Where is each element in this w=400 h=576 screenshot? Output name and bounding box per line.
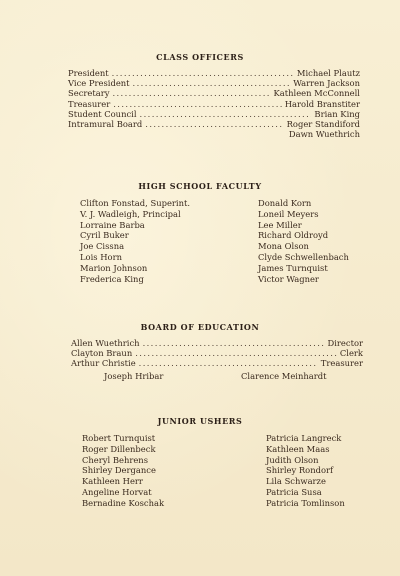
officer-row xyxy=(68,99,360,109)
dot-leader xyxy=(113,99,282,109)
usher-name: Judith Olson xyxy=(266,454,319,465)
faculty-member: Joe Cissna xyxy=(80,241,125,252)
usher-name: Shirley Dergance xyxy=(82,465,156,476)
board-member-name: Arthur Christie xyxy=(71,358,136,369)
faculty-left-column xyxy=(80,198,258,284)
usher-name: Kathleen Herr xyxy=(82,476,143,487)
ushers-left-column xyxy=(82,433,266,509)
usher-name: Patricia Susa xyxy=(266,486,322,497)
faculty-member: Richard Oldroyd xyxy=(258,230,329,241)
usher-name: Roger Dillenbeck xyxy=(82,443,156,454)
board-member-role: Treasurer xyxy=(320,358,363,369)
usher-name: Bernadine Koschak xyxy=(82,497,165,508)
faculty-member: Mona Olson xyxy=(258,241,309,252)
officer-role: Student Council xyxy=(68,108,137,119)
officer-name: Warren Jackson xyxy=(293,78,360,89)
officer-role: Vice President xyxy=(68,78,130,89)
usher-name: Kathleen Maas xyxy=(266,443,330,454)
board-member-name: Allen Wuethrich xyxy=(71,338,140,348)
board-member-name: Clayton Braun xyxy=(71,348,133,359)
usher-name: Lila Schwarze xyxy=(266,476,326,487)
board-member: Joseph Hribar xyxy=(104,371,164,381)
board-heading: BOARD OF EDUCATION xyxy=(140,322,260,332)
officer-name: Brian King xyxy=(314,108,360,119)
board-member-role: Director xyxy=(327,338,363,348)
officer-role: President xyxy=(68,68,109,78)
board-member: Clarence Meinhardt xyxy=(241,371,327,381)
faculty-member: Loneil Meyers xyxy=(258,208,319,219)
board-row xyxy=(71,358,363,368)
officer-row-continuation xyxy=(68,129,360,139)
dot-leader xyxy=(139,358,318,368)
officer-name: Michael Plautz xyxy=(296,68,360,78)
board-list xyxy=(71,338,363,369)
faculty-member: V. J. Wadleigh, Principal xyxy=(80,208,181,219)
dot-leader xyxy=(140,109,312,119)
faculty-list xyxy=(80,198,349,284)
faculty-member: Lois Horn xyxy=(80,251,122,262)
class-officers-heading: CLASS OFFICERS xyxy=(156,52,244,62)
usher-name: Patricia Tomlinson xyxy=(266,497,345,508)
officer-row xyxy=(68,78,360,88)
dot-leader xyxy=(145,119,283,129)
faculty-member: Lee Miller xyxy=(258,219,302,230)
dot-leader xyxy=(112,68,294,78)
faculty-member: James Turnquist xyxy=(258,262,328,273)
usher-name: Patricia Langreck xyxy=(266,433,342,443)
faculty-member: Clifton Fonstad, Superint. xyxy=(80,198,191,208)
officer-role: Treasurer xyxy=(68,98,111,109)
usher-name: Shirley Rondorf xyxy=(266,465,334,476)
faculty-right-column xyxy=(258,198,349,284)
officer-row xyxy=(68,68,360,78)
officer-name: Dawn Wuethrich xyxy=(288,129,360,140)
ushers-heading: JUNIOR USHERS xyxy=(157,416,243,426)
officer-name: Roger Standiford xyxy=(286,119,360,130)
faculty-heading: HIGH SCHOOL FACULTY xyxy=(138,181,262,191)
officer-name: Kathleen McConnell xyxy=(273,88,360,99)
ushers-list xyxy=(82,433,345,509)
usher-name: Cheryl Behrens xyxy=(82,454,148,465)
officer-name: Harold Branstiter xyxy=(284,98,360,109)
faculty-member: Victor Wagner xyxy=(258,273,319,284)
board-row xyxy=(71,348,363,358)
board-row xyxy=(71,338,363,348)
officer-row xyxy=(68,88,360,98)
ushers-right-column xyxy=(266,433,345,509)
officer-role: Secretary xyxy=(68,88,110,99)
faculty-member: Donald Korn xyxy=(258,198,312,208)
usher-name: Angeline Horvat xyxy=(82,486,152,497)
dot-leader xyxy=(112,88,270,98)
dot-leader xyxy=(143,338,325,348)
dot-leader xyxy=(133,78,291,88)
faculty-member: Cyril Buker xyxy=(80,230,129,241)
faculty-member: Marion Johnson xyxy=(80,262,148,273)
faculty-member: Lorraine Barba xyxy=(80,219,145,230)
dot-leader xyxy=(135,348,337,358)
faculty-member: Frederica King xyxy=(80,273,144,284)
officer-role: Intramural Board xyxy=(68,119,143,130)
officer-row xyxy=(68,119,360,129)
usher-name: Robert Turnquist xyxy=(82,433,156,443)
faculty-member: Clyde Schwellenbach xyxy=(258,251,349,262)
officer-row xyxy=(68,109,360,119)
class-officers-list xyxy=(68,68,360,139)
board-member-role: Clerk xyxy=(339,348,363,359)
